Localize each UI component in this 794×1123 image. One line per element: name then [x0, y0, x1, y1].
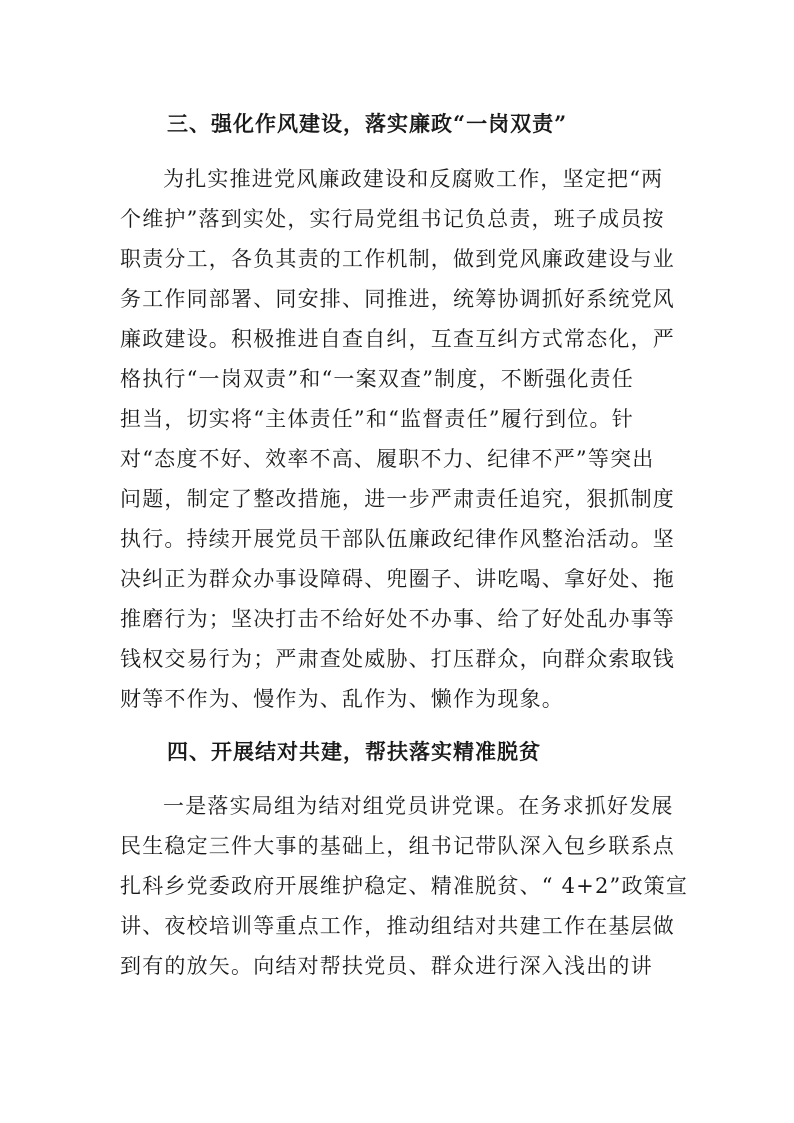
paragraph-line: 钱权交易行为；严肃查处威胁、打压群众，向群众索取钱: [120, 647, 675, 671]
paragraph-line: 扎科乡党委政府开展维护稳定、精准脱贫、“ 4+2”政策宣: [120, 874, 689, 898]
paragraph-line: 职责分工，各负其责的工作机制，做到党风廉政建设与业: [120, 247, 675, 271]
section-heading-3: 三、强化作风建设，落实廉政“一岗双责”: [167, 111, 568, 136]
paragraph-line: 务工作同部署、同安排、同推进，统筹协调抓好系统党风: [120, 287, 675, 311]
paragraph-line: 个维护”落到实处，实行局党组书记负总责，班子成员按: [120, 207, 665, 231]
paragraph-line: 问题，制定了整改措施，进一步严肃责任追究，狠抓制度: [120, 487, 675, 511]
paragraph-line: 一是落实局组为结对组党员讲党课。在务求抓好发展: [163, 794, 674, 818]
paragraph-line: 廉政建设。积极推进自查自纠，互查互纠方式常态化，严: [120, 327, 675, 351]
paragraph-line: 为扎实推进党风廉政建设和反腐败工作，坚定把“两: [163, 167, 664, 191]
paragraph-line: 格执行“一岗双责”和“一案双查”制度，不断强化责任: [120, 367, 634, 391]
paragraph-line: 财等不作为、慢作为、乱作为、懒作为现象。: [120, 687, 564, 711]
paragraph-line: 执行。持续开展党员干部队伍廉政纪律作风整治活动。坚: [120, 527, 675, 551]
paragraph-line: 对“态度不好、效率不高、履职不力、纪律不严”等突出: [120, 447, 655, 471]
paragraph-line: 到有的放矢。向结对帮扶党员、群众进行深入浅出的讲: [120, 954, 653, 978]
paragraph-line: 担当，切实将“主体责任”和“监督责任”履行到位。针: [120, 407, 634, 431]
paragraph-line: 讲、夜校培训等重点工作，推动组结对共建工作在基层做: [120, 914, 675, 938]
paragraph-line: 推磨行为；坚决打击不给好处不办事、给了好处乱办事等: [120, 607, 675, 631]
section-heading-4: 四、开展结对共建，帮扶落实精准脱贫: [167, 739, 541, 764]
paragraph-line: 决纠正为群众办事设障碍、兜圈子、讲吃喝、拿好处、拖: [120, 567, 675, 591]
paragraph-line: 民生稳定三件大事的基础上，组书记带队深入包乡联系点: [120, 834, 675, 858]
